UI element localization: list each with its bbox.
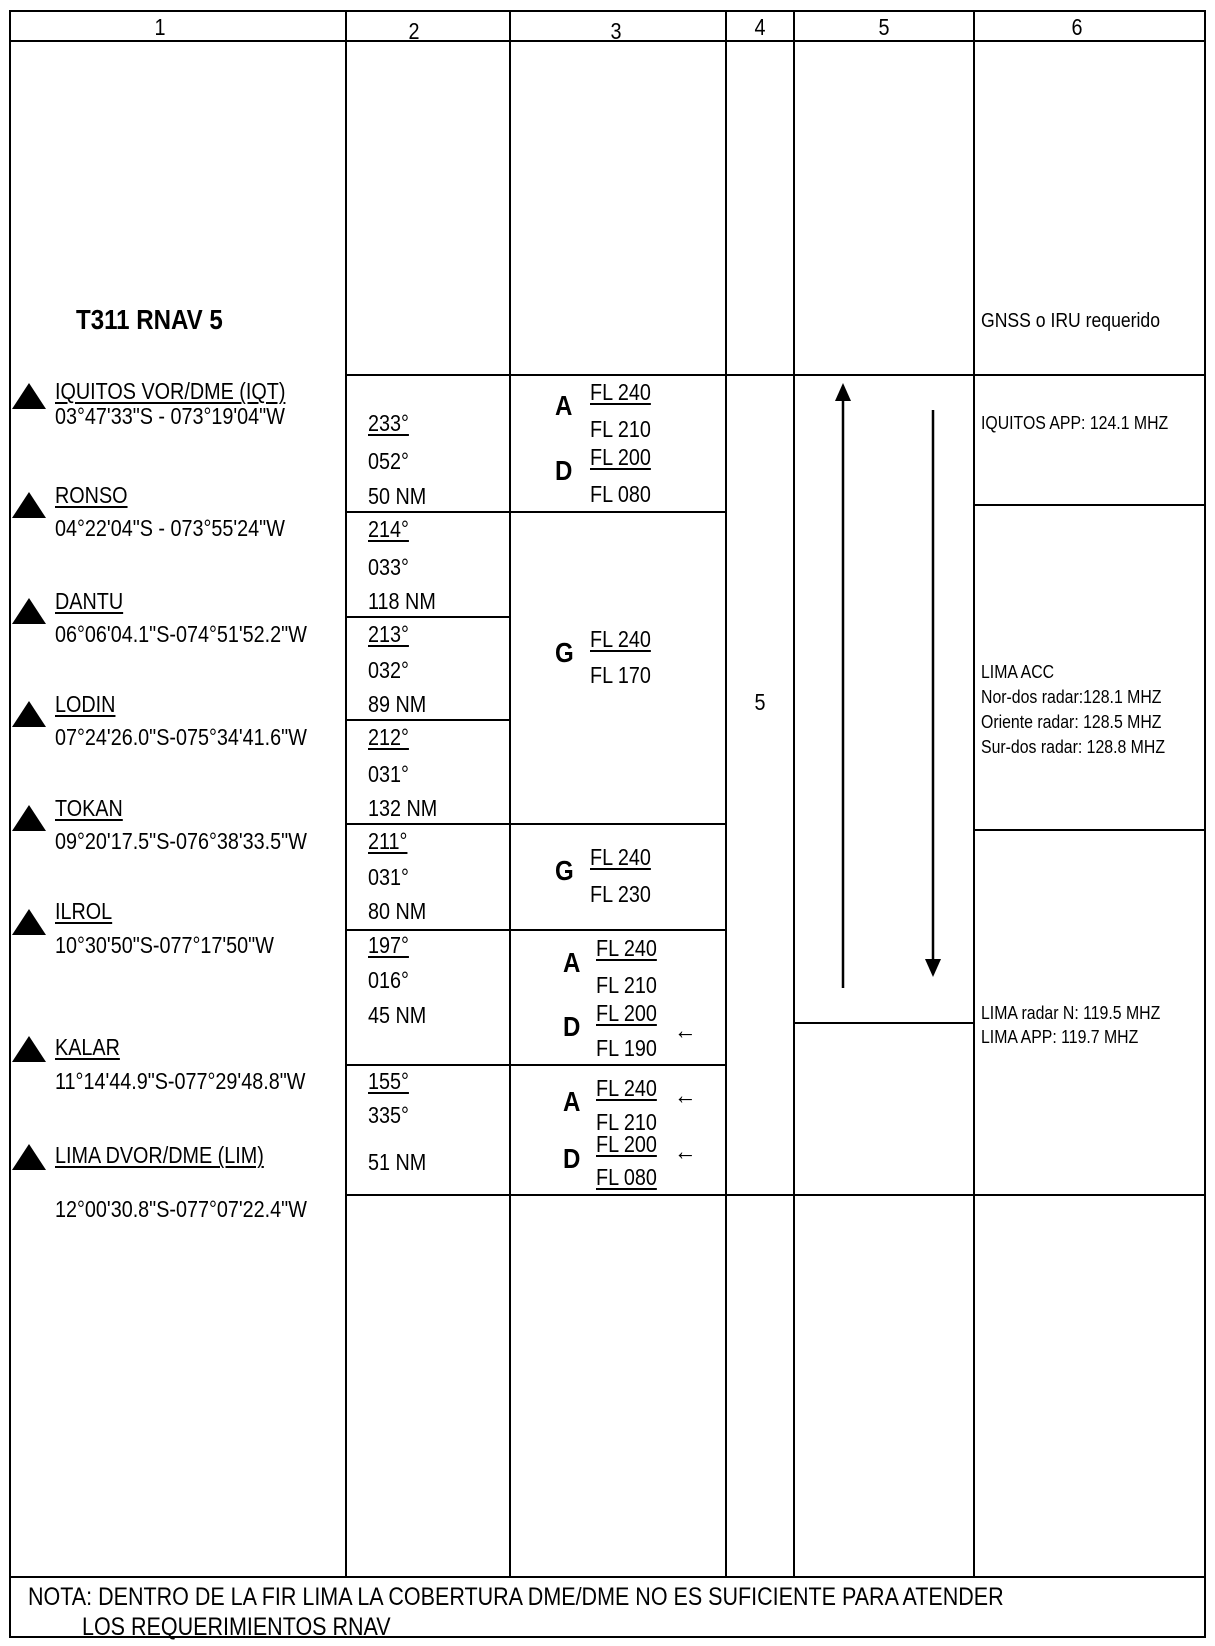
atc-lima-acc-title: LIMA ACC	[981, 662, 1055, 682]
header-col-6: 6	[1071, 14, 1083, 40]
nav-spec-note: GNSS o IRU requerido	[981, 310, 1161, 332]
track-inbound: 033°	[368, 554, 409, 580]
arrow-down-head	[925, 959, 941, 977]
level-lower: FL 210	[596, 972, 657, 998]
segment-distance: 50 NM	[368, 483, 427, 509]
atc-freq: Nor-dos radar:128.1 MHZ	[981, 687, 1162, 707]
track-outbound: 197°	[368, 932, 409, 958]
level-category-letter: A	[555, 390, 573, 421]
triangle-icon	[12, 701, 46, 727]
level-upper: FL 200	[596, 1131, 657, 1157]
level-category-letter: D	[563, 1143, 581, 1174]
level-lower: FL 210	[590, 416, 651, 442]
level-upper: FL 200	[590, 444, 651, 470]
level-category-letter: A	[563, 1086, 581, 1117]
note-line-2: LOS REQUERIMIENTOS RNAV	[82, 1613, 391, 1641]
level-category-letter: D	[555, 455, 573, 486]
track-inbound: 032°	[368, 657, 409, 683]
track-inbound: 016°	[368, 967, 409, 993]
arrow-up-head	[835, 383, 851, 401]
waypoint-name: ILROL	[55, 898, 113, 924]
left-arrow-icon: ←	[674, 1136, 697, 1166]
track-inbound: 031°	[368, 761, 409, 787]
header-col-5: 5	[878, 14, 890, 40]
waypoint-triangles	[12, 383, 46, 1170]
segment-distance: 89 NM	[368, 691, 427, 717]
col4-value: 5	[754, 689, 766, 715]
waypoint-name: LIMA DVOR/DME (LIM)	[55, 1142, 264, 1168]
triangle-icon	[12, 383, 46, 409]
level-upper: FL 240	[596, 935, 657, 961]
level-lower: FL 210	[596, 1109, 657, 1135]
level-upper: FL 240	[596, 1075, 657, 1101]
level-lower: FL 230	[590, 881, 651, 907]
left-arrow-icon: ←	[674, 1015, 697, 1045]
segment-distance: 118 NM	[368, 588, 436, 614]
track-outbound: 213°	[368, 621, 409, 647]
waypoint-coords: 04°22'04"S - 073°55'24"W	[55, 515, 285, 541]
level-category-letter: G	[555, 637, 574, 668]
header-col-2: 2	[408, 18, 420, 44]
waypoint-coords: 03°47'33"S - 073°19'04"W	[55, 403, 285, 429]
waypoint-coords: 12°00'30.8"S-077°07'22.4"W	[55, 1196, 307, 1222]
track-inbound: 031°	[368, 864, 409, 890]
level-category-letter: A	[563, 947, 581, 978]
note-line-1: NOTA: DENTRO DE LA FIR LIMA LA COBERTURA DME/DME NO ES SUFICIENTE PARA ATENDER	[28, 1583, 1004, 1611]
header-col-3: 3	[610, 18, 622, 44]
waypoint-coords: 06°06'04.1"S-074°51'52.2"W	[55, 621, 307, 647]
waypoint-coords: 11°14'44.9"S-077°29'48.8"W	[55, 1068, 306, 1094]
waypoint-name: DANTU	[55, 588, 124, 614]
triangle-icon	[12, 598, 46, 624]
track-inbound: 335°	[368, 1102, 409, 1128]
level-lower: FL 080	[590, 481, 651, 507]
level-category-letter: D	[563, 1011, 581, 1042]
level-lower: FL 190	[596, 1035, 657, 1061]
route-designator: T311 RNAV 5	[76, 304, 223, 335]
waypoint-name: TOKAN	[55, 795, 123, 821]
level-upper: FL 240	[590, 626, 651, 652]
waypoint-coords: 07°24'26.0"S-075°34'41.6"W	[55, 724, 307, 750]
atc-iquitos-app: IQUITOS APP: 124.1 MHZ	[981, 413, 1169, 433]
triangle-icon	[12, 492, 46, 518]
level-upper: FL 200	[596, 1000, 657, 1026]
segment-distance: 80 NM	[368, 898, 427, 924]
waypoint-coords: 09°20'17.5"S-076°38'33.5"W	[55, 828, 307, 854]
triangle-icon	[12, 805, 46, 831]
level-upper: FL 240	[590, 379, 651, 405]
level-category-letter: G	[555, 855, 574, 886]
track-outbound: 214°	[368, 516, 409, 542]
track-outbound: 212°	[368, 724, 409, 750]
level-upper: FL 240	[590, 844, 651, 870]
waypoint-name: LODIN	[55, 691, 116, 717]
atc-freq: Sur-dos radar: 128.8 MHZ	[981, 737, 1166, 757]
triangle-icon	[12, 1144, 46, 1170]
segment-distance: 51 NM	[368, 1149, 427, 1175]
header-col-1: 1	[154, 14, 166, 40]
track-outbound: 233°	[368, 410, 409, 436]
atc-freq: LIMA radar N: 119.5 MHZ	[981, 1003, 1161, 1023]
triangle-icon	[12, 909, 46, 935]
waypoint-coords: 10°30'50"S-077°17'50"W	[55, 932, 274, 958]
segment-distance: 132 NM	[368, 795, 438, 821]
header-col-4: 4	[754, 14, 766, 40]
track-inbound: 052°	[368, 448, 409, 474]
direction-arrows	[835, 383, 941, 988]
atc-freq: Oriente radar: 128.5 MHZ	[981, 712, 1162, 732]
segment-distance: 45 NM	[368, 1002, 427, 1028]
level-lower: FL 080	[596, 1164, 657, 1190]
atc-freq: LIMA APP: 119.7 MHZ	[981, 1027, 1139, 1047]
track-outbound: 155°	[368, 1068, 409, 1094]
waypoint-name: RONSO	[55, 482, 128, 508]
triangle-icon	[12, 1036, 46, 1062]
track-outbound: 211°	[368, 828, 408, 854]
waypoint-name: IQUITOS VOR/DME (IQT)	[55, 378, 286, 404]
left-arrow-icon: ←	[674, 1080, 697, 1110]
level-lower: FL 170	[590, 662, 651, 688]
waypoint-name: KALAR	[55, 1034, 120, 1060]
